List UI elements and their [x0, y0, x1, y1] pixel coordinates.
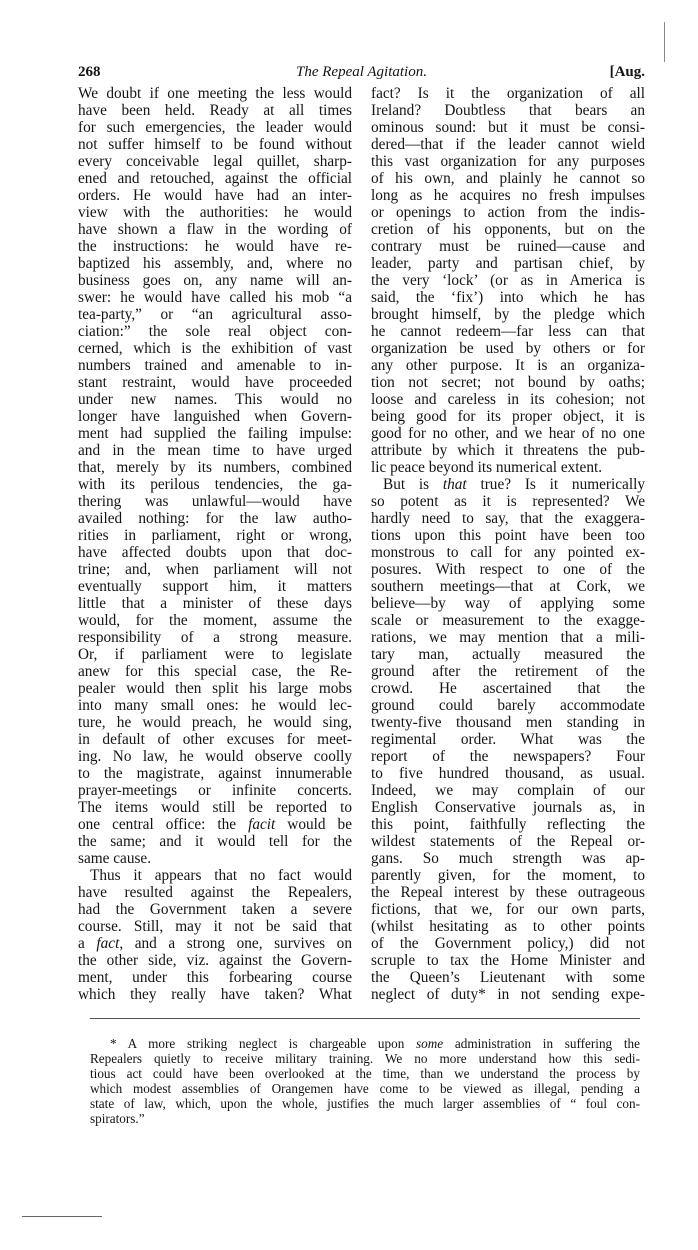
text-segment: have been held. Ready at all times — [78, 102, 352, 119]
text-line — [371, 442, 645, 459]
text-line — [78, 782, 352, 799]
text-segment: ture, he would preach, he would sing, — [78, 714, 352, 731]
text-line — [371, 595, 645, 612]
text-line — [78, 221, 352, 238]
text-line — [371, 867, 645, 884]
running-title: The Repeal Agitation. — [296, 64, 427, 80]
text-line — [78, 612, 352, 629]
text-segment: regimental order. What was the — [371, 731, 645, 748]
text-line — [371, 799, 645, 816]
text-segment: in default of other excuses for meet- — [78, 731, 352, 748]
italic-text: that — [442, 476, 467, 493]
text-segment: Or, if parliament were to legislate — [78, 646, 352, 663]
text-line — [371, 748, 645, 765]
text-line — [371, 952, 645, 969]
text-line — [371, 187, 645, 204]
text-line — [371, 986, 645, 1003]
text-segment: he cannot redeem—far less can that — [371, 323, 645, 340]
text-segment: believe—by way of applying some — [371, 595, 645, 612]
text-segment: for such emergencies, the leader would — [78, 119, 352, 136]
text-segment: good for no other, and we hear of no one — [371, 425, 645, 442]
right-column — [371, 85, 645, 1003]
text-line — [78, 765, 352, 782]
text-segment: trine; and, when parliament will not — [78, 561, 352, 578]
text-line — [371, 612, 645, 629]
text-segment: tion not secret; not bound by oaths; — [371, 374, 645, 391]
text-line — [78, 255, 352, 272]
text-segment: ment, under this forbearing course — [78, 969, 352, 986]
text-segment: crowd. He ascertained that the — [371, 680, 645, 697]
text-line — [78, 544, 352, 561]
text-line — [78, 459, 352, 476]
text-line — [78, 408, 352, 425]
text-line — [371, 544, 645, 561]
text-line — [78, 867, 352, 884]
text-line — [78, 85, 352, 102]
text-segment: this point, faithfully reflecting the — [371, 816, 645, 833]
text-segment: which they really have taken? What — [78, 986, 352, 1003]
text-segment: tions upon this point have been too — [371, 527, 645, 544]
text-segment: and in the mean time to have urged — [78, 442, 352, 459]
text-segment: have shown a flaw in the wording of — [78, 221, 352, 238]
text-segment: cretion of his opponents, but on the — [371, 221, 645, 238]
text-segment: ground could barely accommodate — [371, 697, 645, 714]
page-number: 268 — [78, 64, 101, 80]
text-segment: business goes on, any name will an- — [78, 272, 352, 289]
text-segment: ment had supplied the failing impulse: — [78, 425, 352, 442]
text-segment: scruple to tax the Home Minister and — [371, 952, 645, 969]
text-line — [371, 272, 645, 289]
bottom-rule — [22, 1216, 102, 1217]
text-line — [371, 629, 645, 646]
text-segment: posures. With respect to one of the — [371, 561, 645, 578]
text-line — [78, 442, 352, 459]
text-segment: long as he acquires no fresh impulses — [371, 187, 645, 204]
text-line — [371, 459, 645, 476]
text-line — [371, 136, 645, 153]
text-segment: this vast organization for any purposes — [371, 153, 645, 170]
text-segment: the Repeal interest by these outrageous — [371, 884, 645, 901]
text-segment: true? Is it numerically — [466, 476, 645, 493]
text-line — [78, 391, 352, 408]
italic-text: facit — [248, 816, 276, 833]
text-segment: responsibility of a strong measure. — [78, 629, 352, 646]
text-line — [78, 136, 352, 153]
text-line — [78, 663, 352, 680]
text-segment: administration in suffering the — [443, 1036, 640, 1051]
text-segment: the very ‘lock’ (or as in America is — [371, 272, 645, 289]
text-line — [371, 102, 645, 119]
text-line — [90, 1111, 640, 1126]
text-segment: spirators.” — [90, 1111, 145, 1126]
text-segment: cerned, which is the exhibition of vast — [78, 340, 352, 357]
text-line — [371, 493, 645, 510]
text-segment: southern meetings—that at Cork, we — [371, 578, 645, 595]
text-segment: would, for the moment, assume the — [78, 612, 352, 629]
text-line — [371, 85, 645, 102]
text-segment: ened and retouched, against the official — [78, 170, 352, 187]
text-segment: or openings to action from the indis- — [371, 204, 645, 221]
text-line — [78, 578, 352, 595]
text-segment: of his own, and plainly he cannot so — [371, 170, 645, 187]
text-segment: pealer would then split his large mobs — [78, 680, 352, 697]
text-segment: anew for this special case, the Re- — [78, 663, 352, 680]
text-line — [78, 833, 352, 850]
text-segment: Ireland? Doubtless that bears an — [371, 102, 645, 119]
text-line — [78, 918, 352, 935]
text-line — [78, 969, 352, 986]
text-line — [371, 969, 645, 986]
text-segment: organization be used by others or for — [371, 340, 645, 357]
text-segment: neglect of duty* in not sending expe- — [371, 986, 645, 1003]
text-line — [90, 1051, 640, 1066]
text-line — [78, 119, 352, 136]
text-line — [371, 238, 645, 255]
text-segment: which modest assemblies of Orangemen have come to be viewed as illegal, pending a — [90, 1081, 640, 1096]
text-line — [90, 1096, 640, 1111]
text-segment: so potent as it is represented? We — [371, 493, 645, 510]
text-line — [78, 816, 352, 833]
text-line — [371, 170, 645, 187]
text-line — [90, 1036, 640, 1051]
text-segment: leader, party and partisan chief, by — [371, 255, 645, 272]
text-line — [78, 731, 352, 748]
text-segment: contrary must be ruined—cause and — [371, 238, 645, 255]
text-line — [371, 510, 645, 527]
text-segment: hardly need to say, that the exaggera- — [371, 510, 645, 527]
text-segment: wildest statements of the Repeal or- — [371, 833, 645, 850]
text-line — [78, 714, 352, 731]
text-line — [78, 629, 352, 646]
text-segment: stant restraint, would have proceeded — [78, 374, 352, 391]
text-line — [371, 153, 645, 170]
text-line — [78, 340, 352, 357]
text-segment: English Conservative journals as, in — [371, 799, 645, 816]
text-segment: lic peace beyond its numerical extent. — [371, 459, 603, 476]
text-line — [371, 391, 645, 408]
text-line — [371, 918, 645, 935]
text-segment: tea-party,” or “an agricultural asso- — [78, 306, 352, 323]
text-line — [371, 119, 645, 136]
text-segment: tary man, actually measured the — [371, 646, 645, 663]
text-segment: to the magistrate, against innumerable — [78, 765, 352, 782]
text-line — [371, 255, 645, 272]
text-line — [371, 884, 645, 901]
text-segment: , and a strong one, survives on — [119, 935, 352, 952]
italic-text: some — [416, 1036, 444, 1051]
text-line — [78, 595, 352, 612]
text-segment: into many small ones: he would lec- — [78, 697, 352, 714]
margin-mark — [664, 22, 665, 62]
text-segment: the instructions: he would have re- — [78, 238, 352, 255]
text-segment: said, the ‘fix’) into which he has — [371, 289, 645, 306]
text-segment: scale or measurement to the exagge- — [371, 612, 645, 629]
text-line — [371, 697, 645, 714]
text-line — [78, 935, 352, 952]
text-segment: under new names. This would no — [78, 391, 352, 408]
running-header — [78, 64, 645, 82]
footnote-divider — [90, 1018, 640, 1019]
text-line — [371, 476, 645, 493]
text-segment: view with the authorities: he would — [78, 204, 352, 221]
text-line — [371, 323, 645, 340]
text-segment: availed nothing: for the law autho- — [78, 510, 352, 527]
text-segment: would be — [275, 816, 352, 833]
text-line — [78, 272, 352, 289]
text-line — [78, 493, 352, 510]
text-line — [78, 170, 352, 187]
text-segment: that, merely by its numbers, combined — [78, 459, 352, 476]
text-line — [371, 714, 645, 731]
text-line — [78, 204, 352, 221]
text-segment: numbers trained and amenable to in- — [78, 357, 352, 374]
text-line — [78, 323, 352, 340]
footnote — [90, 1036, 640, 1126]
text-segment: attribute by which it threatens the pub- — [371, 442, 645, 459]
text-line — [371, 833, 645, 850]
text-line — [90, 1066, 640, 1081]
text-segment: have resulted against the Repealers, — [78, 884, 352, 901]
text-segment: ing. No law, he would observe coolly — [78, 748, 352, 765]
text-segment: rities in parliament, right or wrong, — [78, 527, 352, 544]
text-segment: being good for its proper object, it is — [371, 408, 645, 425]
text-segment: had the Government taken a severe — [78, 901, 352, 918]
text-line — [78, 986, 352, 1003]
text-segment: the Queen’s Lieutenant with some — [371, 969, 645, 986]
text-line — [371, 204, 645, 221]
text-segment: state of law, which, upon the whole, justifies the much larger assemblies of “ foul con- — [90, 1096, 640, 1111]
text-segment: ground after the retirement of the — [371, 663, 645, 680]
text-segment: * A more striking neglect is chargeable upon — [110, 1036, 417, 1051]
text-segment: swer: he would have called his mob “a — [78, 289, 352, 306]
text-segment: longer have languished when Govern- — [78, 408, 352, 425]
text-segment: gans. So much strength was ap- — [371, 850, 645, 867]
text-segment: (whilst hesitating as to other points — [371, 918, 645, 935]
text-line — [78, 187, 352, 204]
text-line — [371, 527, 645, 544]
text-segment: parently given, for the moment, to — [371, 867, 645, 884]
text-line — [371, 663, 645, 680]
text-segment: We doubt if one meeting the less would — [78, 85, 352, 102]
text-segment: have affected doubts upon that doc- — [78, 544, 352, 561]
text-line — [78, 425, 352, 442]
text-line — [78, 374, 352, 391]
text-line — [78, 561, 352, 578]
text-segment: brought himself, by the pledge which — [371, 306, 645, 323]
text-line — [78, 901, 352, 918]
text-segment: monstrous to call for any pointed ex- — [371, 544, 645, 561]
text-segment: eventually support him, it matters — [78, 578, 352, 595]
text-segment: fictions, that we, for our own parts, — [371, 901, 645, 918]
header-month: [Aug. — [609, 64, 645, 80]
text-segment: the same; and it would tell for the — [78, 833, 352, 850]
text-line — [371, 782, 645, 799]
text-line — [78, 102, 352, 119]
text-segment: a — [78, 935, 97, 952]
text-line — [78, 357, 352, 374]
text-line — [371, 306, 645, 323]
text-segment: But is — [383, 476, 443, 493]
text-segment: of the Government policy,) did not — [371, 935, 645, 952]
text-line — [371, 935, 645, 952]
text-segment: Thus it appears that no fact would — [90, 867, 352, 884]
text-line — [371, 646, 645, 663]
text-line — [78, 884, 352, 901]
text-line — [78, 289, 352, 306]
text-line — [371, 850, 645, 867]
text-segment: report of the newspapers? Four — [371, 748, 645, 765]
text-segment: Repealers quietly to receive military training. We no more understand how this sedi- — [90, 1051, 640, 1066]
text-line — [78, 697, 352, 714]
text-segment: Indeed, we may complain of our — [371, 782, 645, 799]
text-segment: with its perilous tendencies, the ga- — [78, 476, 352, 493]
text-line — [78, 306, 352, 323]
text-segment: course. Still, may it not be said that — [78, 918, 352, 935]
text-line — [78, 646, 352, 663]
text-segment: to five hundred thousand, as usual. — [371, 765, 645, 782]
text-segment: loose and careless in its cohesion; not — [371, 391, 645, 408]
text-line — [78, 680, 352, 697]
text-line — [371, 357, 645, 374]
text-line — [371, 578, 645, 595]
text-segment: the other side, viz. against the Govern- — [78, 952, 352, 969]
text-segment: not suffer himself to be found without — [78, 136, 352, 153]
text-line — [371, 425, 645, 442]
text-segment: ominous sound: but it must be consi- — [371, 119, 645, 136]
text-segment: prayer-meetings or infinite concerts. — [78, 782, 352, 799]
text-segment: baptized his assembly, and, where no — [78, 255, 352, 272]
text-line — [371, 765, 645, 782]
text-segment: little that a minister of these days — [78, 595, 352, 612]
text-line — [78, 153, 352, 170]
text-segment: every conceivable legal quillet, sharp- — [78, 153, 352, 170]
text-line — [371, 408, 645, 425]
text-segment: one central office: the — [78, 816, 249, 833]
text-line — [371, 340, 645, 357]
text-segment: orders. He would have had an inter- — [78, 187, 352, 204]
text-line — [371, 374, 645, 391]
text-segment: dered—that if the leader cannot wield — [371, 136, 645, 153]
text-line — [78, 952, 352, 969]
text-line — [371, 289, 645, 306]
italic-text: fact — [96, 935, 120, 952]
text-line — [90, 1081, 640, 1096]
text-line — [371, 561, 645, 578]
text-segment: tious act could have been overlooked at the time, than we understand the process by — [90, 1066, 640, 1081]
text-segment: rations, we may mention that a mili- — [371, 629, 645, 646]
text-line — [371, 816, 645, 833]
text-segment: same cause. — [78, 850, 152, 867]
text-segment: ciation:” the sole real object con- — [78, 323, 352, 340]
text-line — [371, 731, 645, 748]
text-segment: any other purpose. It is an organiza- — [371, 357, 645, 374]
text-line — [371, 901, 645, 918]
text-line — [78, 527, 352, 544]
text-line — [78, 748, 352, 765]
text-line — [78, 850, 352, 867]
text-line — [78, 238, 352, 255]
text-line — [78, 799, 352, 816]
text-line — [78, 510, 352, 527]
text-segment: thering was unlawful—would have — [78, 493, 352, 510]
left-column — [78, 85, 352, 1003]
text-line — [371, 221, 645, 238]
text-line — [371, 680, 645, 697]
text-segment: twenty-five thousand men standing in — [371, 714, 645, 731]
text-segment: fact? Is it the organization of all — [371, 85, 645, 102]
text-line — [78, 476, 352, 493]
text-segment: The items would still be reported to — [78, 799, 352, 816]
